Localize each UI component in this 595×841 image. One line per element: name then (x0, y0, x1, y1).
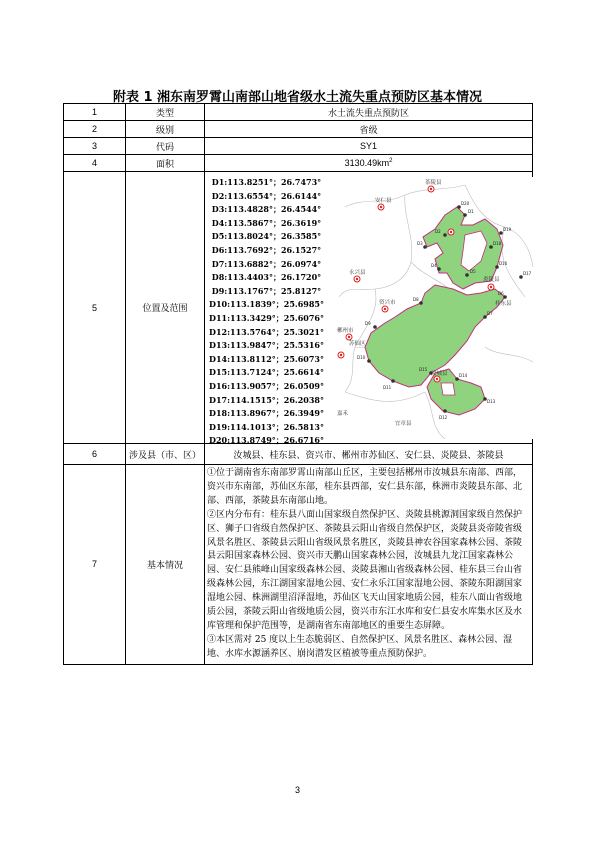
map-label: 郴州市 (337, 328, 354, 334)
page-number: 3 (294, 785, 300, 795)
coordinate-item: D4:113.5867°；26.3619° (211, 217, 322, 228)
basic-info-cell (205, 465, 533, 665)
coordinate-item: D8:113.4403°；26.1720° (211, 272, 322, 283)
map-label: 安仁县 (375, 198, 392, 204)
basic-info-paragraph: ①位于湖南省东南部罗霄山南部山丘区，主要包括郴州市汝城县东南部、西部，资兴市东南部，苏仙区东部，桂东县西部，安仁县东部，株洲市炎陵县东部、北部、西部，茶陵县东南部山地。 (207, 468, 523, 506)
map-label: 炎陵县 (483, 277, 500, 283)
coordinate-item: D9:113.1767°；25.8127° (211, 285, 322, 296)
coordinate-item: D14:113.8112°；25.6073° (209, 353, 324, 364)
point-label: D8 (413, 297, 419, 302)
table-row (64, 121, 533, 138)
row-value: SY1 (205, 138, 533, 155)
row-number: 4 (64, 155, 126, 172)
table-row (64, 155, 533, 172)
basic-info-paragraph: ③本区需对 25 度以上生态脆弱区、自然保护区、风景名胜区、森林公园、湿地、水库水源涵养区、崩岗潜发区植被等重点预防保护。 (207, 634, 513, 659)
coordinate-item: D3:113.4828°；26.4544° (211, 204, 322, 215)
point-label: D6 (498, 291, 504, 296)
map-label: 苏仙区 (349, 341, 366, 347)
point-label: D5 (470, 269, 476, 274)
coordinate-item: D15:113.7124°；25.6614° (209, 367, 324, 378)
coordinate-item: D16:113.9057°；26.0509° (209, 380, 324, 391)
point-label: D17 (523, 271, 532, 276)
row-number: 7 (64, 465, 126, 665)
row-number: 1 (64, 104, 126, 121)
row-number: 3 (64, 138, 126, 155)
coordinate-item: D19:114.1013°；26.5813° (209, 421, 324, 432)
coordinate-item: D20:113.8749°；26.6716° (209, 435, 324, 446)
row-label: 涉及县（市、区） (126, 444, 205, 465)
point-label: D2 (435, 229, 441, 234)
row-label: 面积 (126, 155, 205, 172)
coordinate-list (209, 176, 324, 448)
coordinate-item: D11:113.3429°；25.6076° (209, 312, 324, 323)
coordinate-item: D2:113.6554°；26.6144° (211, 190, 322, 201)
point-label: D12 (439, 415, 448, 420)
map-label: 汝城县 (431, 371, 448, 377)
row-number: 5 (64, 172, 126, 444)
table-row (64, 172, 533, 444)
coordinate-item: D5:113.8024°；26.3585° (211, 231, 322, 242)
row-label: 代码 (126, 138, 205, 155)
point-label: D3 (417, 241, 423, 246)
point-label: D1 (468, 209, 474, 214)
point-label: D18 (493, 241, 502, 246)
map-label: 嘉禾 (337, 411, 349, 417)
row-value: 省级 (205, 121, 533, 138)
coordinate-item: D17:114.1515°；26.2038° (209, 394, 324, 405)
coordinate-item: D1:113.8251°；26.7473° (211, 177, 322, 187)
row-label: 级别 (126, 121, 205, 138)
map-label: 资兴市 (379, 300, 396, 306)
coordinate-item: D13:113.9847°；25.5316° (209, 340, 324, 351)
row-value: 水土流失重点预防区 (205, 104, 533, 121)
zone-hole (441, 383, 455, 395)
coordinate-item: D7:113.6882°；26.0974° (211, 258, 322, 269)
info-table (63, 103, 533, 665)
point-label: D4 (431, 263, 437, 268)
point-label: D13 (487, 399, 496, 404)
coordinate-item: D6:113.7692°；26.1527° (211, 244, 322, 255)
point-label: D20 (461, 201, 470, 206)
prevention-zone-map (335, 177, 535, 439)
row-label: 位置及范围 (126, 172, 205, 444)
point-label: D11 (383, 385, 392, 390)
table-row (64, 465, 533, 665)
map-label: 永兴县 (349, 270, 366, 276)
point-label: D14 (459, 373, 468, 378)
row-label: 类型 (126, 104, 205, 121)
point-label: D10 (357, 355, 366, 360)
coordinate-item: D12:113.5764°；25.3021° (209, 326, 324, 337)
map-label: 桂东县 (495, 301, 512, 307)
point-label: D9 (365, 321, 371, 326)
point-label: D7 (487, 311, 493, 316)
coordinate-item: D10:113.1839°；25.6985° (209, 299, 324, 310)
map-label: 茶陵县 (425, 180, 442, 186)
coordinate-item: D18:113.8967°；26.3949° (209, 408, 324, 419)
basic-info-paragraph: ②区内分布有：桂东县八面山国家级自然保护区、炎陵县桃源洞国家级自然保护区、狮子口省级自然保护区、茶陵县云阳山省级自然保护区，炎陵县炎帝陵省级风景名胜区、茶陵县云阳山省级风景名胜区，炎陵县神农谷国家森林公园、茶陵县云阳国家森林公园、资兴市天鹏山国家森林公园，汝城县九龙江国家森林公园、安仁县熊峰山国家级森林公园、炎陵县湘山省级森林公园、桂东县三台山省级森林公园，东江湖国家湿地公园、安仁永乐江国家湿地公园、茶陵东阳湖国家湿地公园、株洲湖里沼泽湿地，苏仙区飞天山国家地质公园，桂东八面山省级地质公园，茶陵云阳山省级地质公园，资兴市东江水库和安仁县安水库集水区及水库管理和保护范围等，是湖南省东南部地区的重要生态屏障。 (207, 509, 523, 631)
row-number: 6 (64, 444, 126, 465)
row-value: 汝城县、桂东县、资兴市、郴州市苏仙区、安仁县、炎陵县、茶陵县 (205, 444, 533, 465)
map-label: 宜章县 (395, 421, 412, 427)
position-cell (205, 172, 533, 444)
area-unit-exponent: 2 (389, 158, 393, 164)
table-title: 附表 1 湘东南罗霄山南部山地省级水土流失重点预防区基本情况 (112, 90, 483, 105)
area-value (205, 155, 533, 172)
table-row (64, 104, 533, 121)
point-label: D16 (499, 261, 508, 266)
table-row (64, 138, 533, 155)
point-label: D15 (419, 367, 428, 372)
row-label: 基本情况 (126, 465, 205, 665)
point-label: D19 (503, 227, 512, 232)
area-number: 3130.49km (344, 158, 390, 168)
row-number: 2 (64, 121, 126, 138)
